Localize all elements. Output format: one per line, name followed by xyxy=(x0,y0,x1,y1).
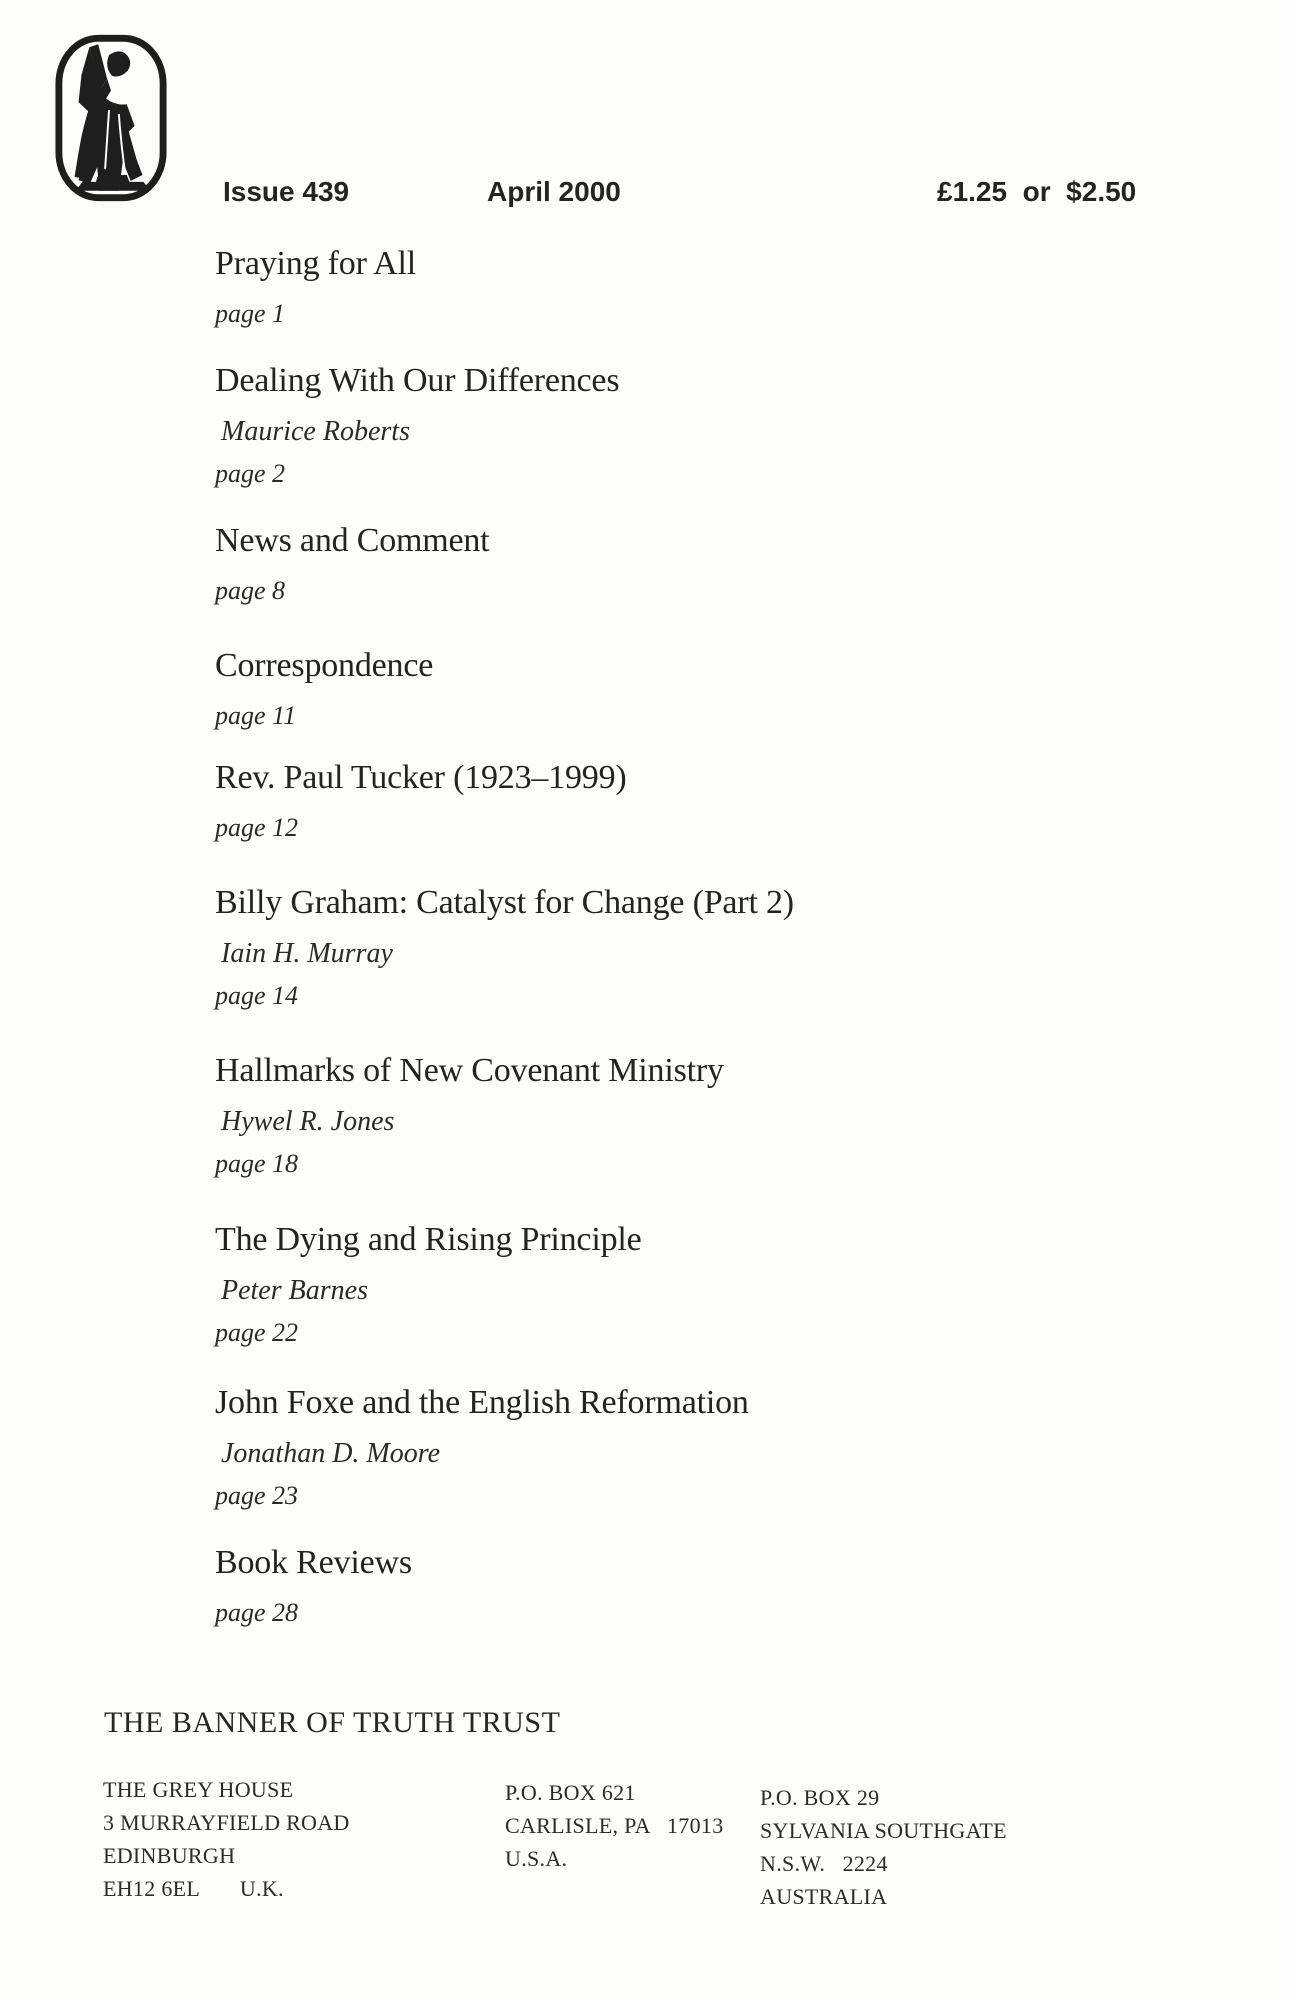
address-column xyxy=(760,1781,1180,1913)
toc-entry-page: page 1 xyxy=(215,299,286,328)
address-line: EDINBURGH xyxy=(103,1843,236,1868)
toc-entry xyxy=(215,239,1115,331)
toc-entry xyxy=(215,356,1115,491)
toc-entry-page: page 8 xyxy=(215,576,286,605)
toc-entry-title: Rev. Paul Tucker (1923–1999) xyxy=(215,759,627,796)
toc-entry-page: page 2 xyxy=(215,459,286,488)
toc-entry-title: The Dying and Rising Principle xyxy=(215,1221,642,1258)
issue-number: Issue 439 xyxy=(223,176,350,207)
preacher-logo-icon xyxy=(52,30,170,206)
toc-entry-title: Billy Graham: Catalyst for Change (Part 2) xyxy=(215,884,794,921)
toc-entry xyxy=(215,1046,1115,1181)
toc-entry xyxy=(215,1538,1115,1630)
toc-entry-page: page 22 xyxy=(215,1318,299,1347)
publisher-name: THE BANNER OF TRUTH TRUST xyxy=(104,1706,561,1739)
toc-entry xyxy=(215,878,1115,1013)
address-line: EH12 6EL U.K. xyxy=(103,1876,284,1901)
address-line: THE GREY HOUSE xyxy=(103,1777,294,1802)
toc-entry-author: Peter Barnes xyxy=(221,1275,368,1306)
toc-entry-page: page 18 xyxy=(215,1149,299,1178)
toc-entry-page: page 14 xyxy=(215,981,299,1010)
toc-entry-page: page 23 xyxy=(215,1481,299,1510)
toc-entry xyxy=(215,1215,1115,1350)
address-line: N.S.W. 2224 xyxy=(760,1851,888,1876)
address-line: P.O. BOX 621 xyxy=(505,1780,636,1805)
toc-entry-title: Dealing With Our Differences xyxy=(215,362,620,399)
address-line: AUSTRALIA xyxy=(760,1884,888,1909)
toc-entry-author: Jonathan D. Moore xyxy=(221,1438,441,1469)
toc-entry-page: page 11 xyxy=(215,701,297,730)
toc-entry-title: Praying for All xyxy=(215,245,416,282)
toc-entry-author: Maurice Roberts xyxy=(221,416,410,447)
toc-entry-page: page 28 xyxy=(215,1598,299,1627)
toc-entry-title: John Foxe and the English Reformation xyxy=(215,1384,749,1421)
toc-entry-title: Correspondence xyxy=(215,647,434,684)
issue-date: April 2000 xyxy=(487,176,621,207)
toc-entry xyxy=(215,641,1115,733)
toc-entry xyxy=(215,1378,1115,1513)
address-column xyxy=(103,1773,523,1905)
toc-entry xyxy=(215,753,1115,845)
toc-entry-author: Iain H. Murray xyxy=(221,938,393,969)
toc-entry-title: Book Reviews xyxy=(215,1544,412,1581)
issue-price: £1.25 or $2.50 xyxy=(937,176,1137,207)
toc-entry xyxy=(215,516,1115,608)
toc-entry-author: Hywel R. Jones xyxy=(221,1106,395,1137)
address-line: 3 MURRAYFIELD ROAD xyxy=(103,1810,350,1835)
toc-entry-title: News and Comment xyxy=(215,522,490,559)
toc-entry-title: Hallmarks of New Covenant Ministry xyxy=(215,1052,724,1089)
address-line: CARLISLE, PA 17013 xyxy=(505,1813,724,1838)
address-line: P.O. BOX 29 xyxy=(760,1785,880,1810)
address-line: U.S.A. xyxy=(505,1846,568,1871)
toc-entry-page: page 12 xyxy=(215,813,299,842)
address-line: SYLVANIA SOUTHGATE xyxy=(760,1818,1007,1843)
